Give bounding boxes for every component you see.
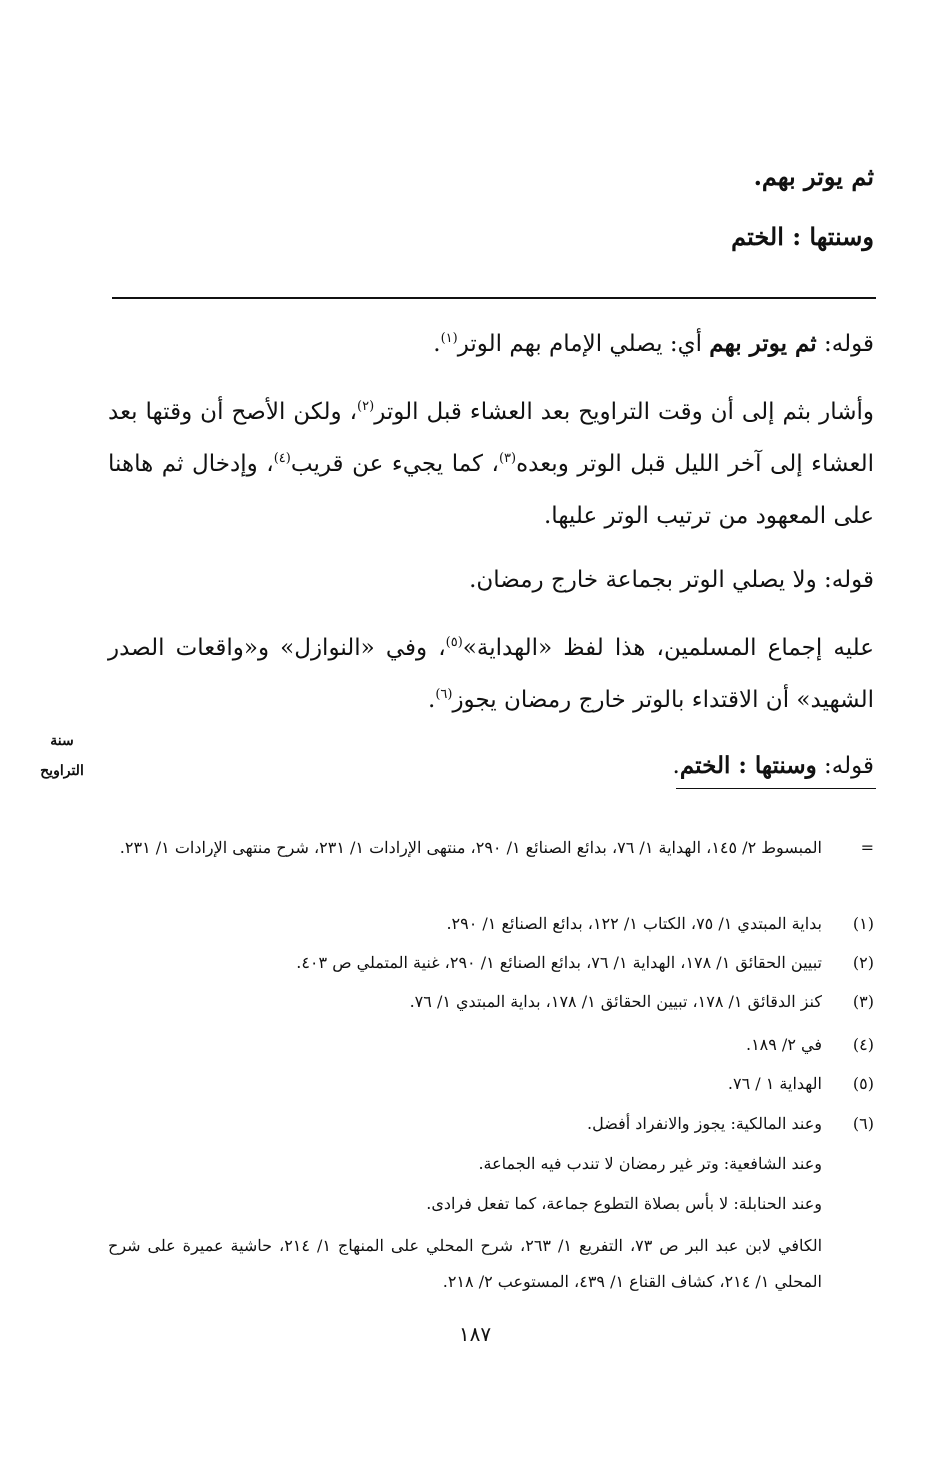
footnote-3-text: كنز الدقائق ١/ ١٧٨، تبيين الحقائق ١/ ١٧٨، بداية المبتدي ١/ ٧٦.	[409, 992, 822, 1011]
p2-c: ، كما يجيء عن قريب	[290, 451, 499, 477]
footnote-continuation-text: المبسوط ٢/ ١٤٥، الهداية ١/ ٧٦، بدائع الصنائع ١/ ٢٩٠، منتهى الإرادات ١/ ٢٣١، شرح منتهى الإرادات ١/ ٢٣١.	[119, 838, 822, 857]
main-divider	[112, 297, 876, 299]
footnote-2-text: تبيين الحقائق ١/ ١٧٨، الهداية ١/ ٧٦، بدائع الصنائع ١/ ٢٩٠، غنية المتملي ص ٤٠٣.	[296, 953, 822, 972]
footnote-continuation	[108, 832, 874, 863]
footnote-continuation-marker: =	[860, 838, 874, 857]
footnote-separator	[676, 788, 876, 789]
commentary-paragraph-1	[108, 318, 874, 370]
p2-a: وأشار بثم إلى أن وقت التراويح بعد العشاء قبل الوتر	[374, 399, 874, 425]
footnote-6-line-2: وعند الشافعية: وتر غير رمضان لا تندب فيه الجماعة.	[478, 1154, 822, 1173]
margin-note-line-1: سنة	[50, 733, 74, 749]
footnote-ref-3: (٣)	[498, 451, 517, 466]
p1-prefix: قوله:	[816, 331, 874, 357]
footnote-ref-5: (٥)	[445, 635, 463, 650]
footnote-3-number: (٣)	[852, 992, 874, 1011]
footnote-6	[108, 1108, 874, 1139]
footnote-5	[108, 1068, 874, 1099]
footnote-6-text: وعند المالكية: يجوز والانفراد أفضل.	[587, 1114, 822, 1133]
footnote-1	[108, 908, 874, 939]
commentary-paragraph-3: قوله: ولا يصلي الوتر بجماعة خارج رمضان.	[469, 567, 874, 593]
footnote-ref-2: (٢)	[357, 399, 375, 414]
p1-end: .	[433, 331, 441, 357]
margin-note-line-2: التراويح	[40, 763, 84, 779]
footnote-5-text: الهداية ١ / ٧٦.	[727, 1074, 822, 1093]
footnote-4-number: (٤)	[852, 1035, 874, 1054]
commentary-paragraph-2	[108, 386, 874, 542]
p1-rest: أي: يصلي الإمام بهم الوتر	[457, 331, 710, 357]
footnote-6-number: (٦)	[852, 1114, 874, 1133]
footnote-6-line-3: وعند الحنابلة: لا بأس بصلاة التطوع جماعة، كما تفعل فرادى.	[426, 1194, 822, 1213]
footnote-2	[108, 947, 874, 978]
footnote-4-text: في ٢/ ١٨٩.	[745, 1035, 822, 1054]
footnote-ref-1: (١)	[440, 331, 458, 346]
footnote-1-text: بداية المبتدي ١/ ٧٥، الكتاب ١/ ١٢٢، بدائع الصنائع ١/ ٢٩٠.	[446, 914, 822, 933]
p5-bold-quote: وسنتها : الختم	[679, 752, 817, 779]
p4-b: ، وفي «النوازل» و«واقعات الصدر الشهيد» أن الاقتداء بالوتر خارج رمضان يجوز	[108, 635, 874, 713]
p2-b: ، ولكن الأصح أن وقتها بعد العشاء إلى آخر الليل قبل الوتر وبعده	[108, 399, 874, 477]
p1-bold-quote: ثم يوتر بهم	[709, 330, 817, 357]
margin-note	[22, 726, 102, 786]
footnote-1-number: (١)	[852, 914, 874, 933]
commentary-paragraph-5	[108, 740, 874, 792]
p2-d: ، وإدخال ثم هاهنا على المعهود من ترتيب الوتر عليها.	[108, 451, 874, 529]
p5-prefix: قوله:	[816, 753, 874, 779]
p4-c: .	[428, 687, 436, 713]
main-text-line-1: ثم يوتر بهم.	[753, 162, 874, 191]
main-text-line-2: وسنتها : الختم	[731, 222, 874, 251]
p5-end: .	[672, 753, 680, 779]
commentary-paragraph-4	[108, 622, 874, 726]
p4-a: عليه إجماع المسلمين، هذا لفظ «الهداية»	[462, 635, 874, 661]
footnote-6-line-4: الكافي لابن عبد البر ص ٧٣، التفريع ١/ ٢٦٣، شرح المحلي على المنهاج ١/ ٢١٤، حاشية عميرة على شرح المحلي ١/ ٢١٤، كشاف القناع ١/ ٤٣٩، المستوعب ٢/ ٢١٨.	[108, 1236, 823, 1291]
footnote-ref-6: (٦)	[435, 687, 453, 702]
page-number: ١٨٧	[458, 1322, 492, 1346]
footnote-3	[108, 986, 874, 1017]
footnote-4	[108, 1029, 874, 1060]
footnote-5-number: (٥)	[852, 1074, 874, 1093]
footnote-2-number: (٢)	[852, 953, 874, 972]
footnote-ref-4: (٤)	[273, 451, 291, 466]
